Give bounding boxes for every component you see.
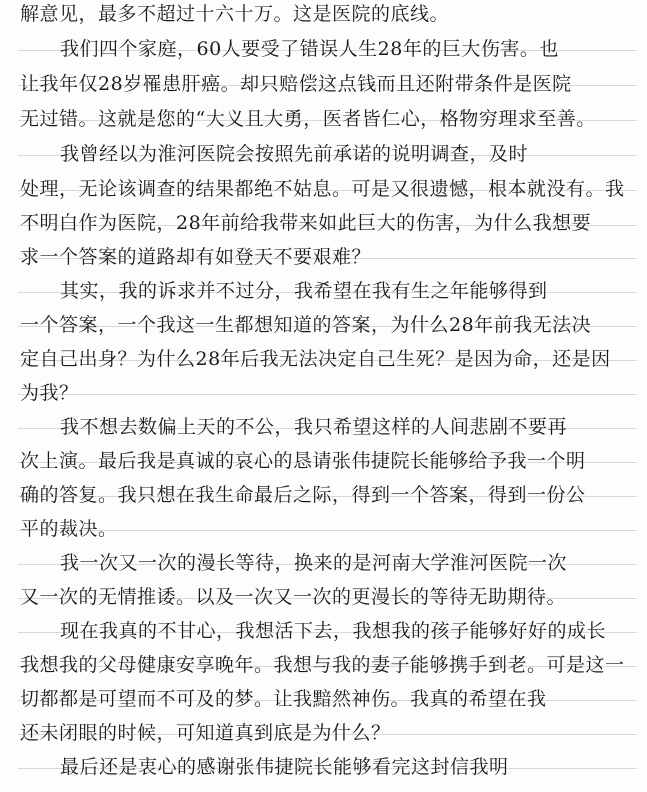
text-line: 现在我真的不甘心，我想活下去，我想我的孩子能够好好的成长 <box>60 620 607 642</box>
text-line: 我一次又一次的漫长等待，换来的是河南大学淮河医院一次 <box>60 552 568 574</box>
text-line: 我们四个家庭，60人要受了错误人生28年的巨大伤害。也 <box>60 38 559 60</box>
text-line: 无过错。这就是您的“大义且大勇，医者皆仁心，格物穷理求至善。 <box>20 108 596 130</box>
text-line: 切都都是可望而不可及的梦。让我黯然神伤。我真的希望在我 <box>20 688 547 710</box>
text-line: 确的答复。我只想在我生命最后之际，得到一个答案，得到一份公 <box>20 484 586 506</box>
text-line: 一个答案，一个我这一生都想知道的答案，为什么28年前我无法决 <box>20 314 592 336</box>
text-line: 其实，我的诉求并不过分，我希望在我有生之年能够得到 <box>60 280 548 302</box>
text-line: 不明白作为医院，28年前给我带来如此巨大的伤害，为什么我想要 <box>20 212 592 234</box>
text-line: 处理，无论该调查的结果都绝不姑息。可是又很遗憾，根本就没有。我 <box>20 178 625 200</box>
text-line: 还未闭眼的时候，可知道真到底是为什么？ <box>20 722 391 744</box>
text-line: 我不想去数偏上天的不公，我只希望这样的人间悲剧不要再 <box>60 416 568 438</box>
text-line: 为我？ <box>20 382 79 404</box>
text-line: 解意见，最多不超过十六十万。这是医院的底线。 <box>20 3 450 25</box>
text-line: 又一次的无情推诿。以及一次又一次的更漫长的等待无助期待。 <box>20 586 567 608</box>
text-line: 最后还是衷心的感谢张伟捷院长能够看完这封信我明 <box>60 756 509 778</box>
text-line: 次上演。最后我是真诚的哀心的恳请张伟捷院长能够给予我一个明 <box>20 450 586 472</box>
text-line: 我曾经以为淮河医院会按照先前承诺的说明调查，及时 <box>60 143 529 165</box>
text-line: 求一个答案的道路却有如登天不要艰难？ <box>20 246 372 268</box>
text-line: 让我年仅28岁罹患肝癌。却只赔偿这点钱而且还附带条件是医院 <box>20 73 572 95</box>
text-line: 定自己出身？为什么28年后我无法决定自己生死？是因为命，还是因 <box>20 348 611 370</box>
text-line: 我想我的父母健康安享晚年。我想与我的妻子能够携手到老。可是这一 <box>20 654 625 676</box>
text-line: 平的裁决。 <box>20 518 118 540</box>
